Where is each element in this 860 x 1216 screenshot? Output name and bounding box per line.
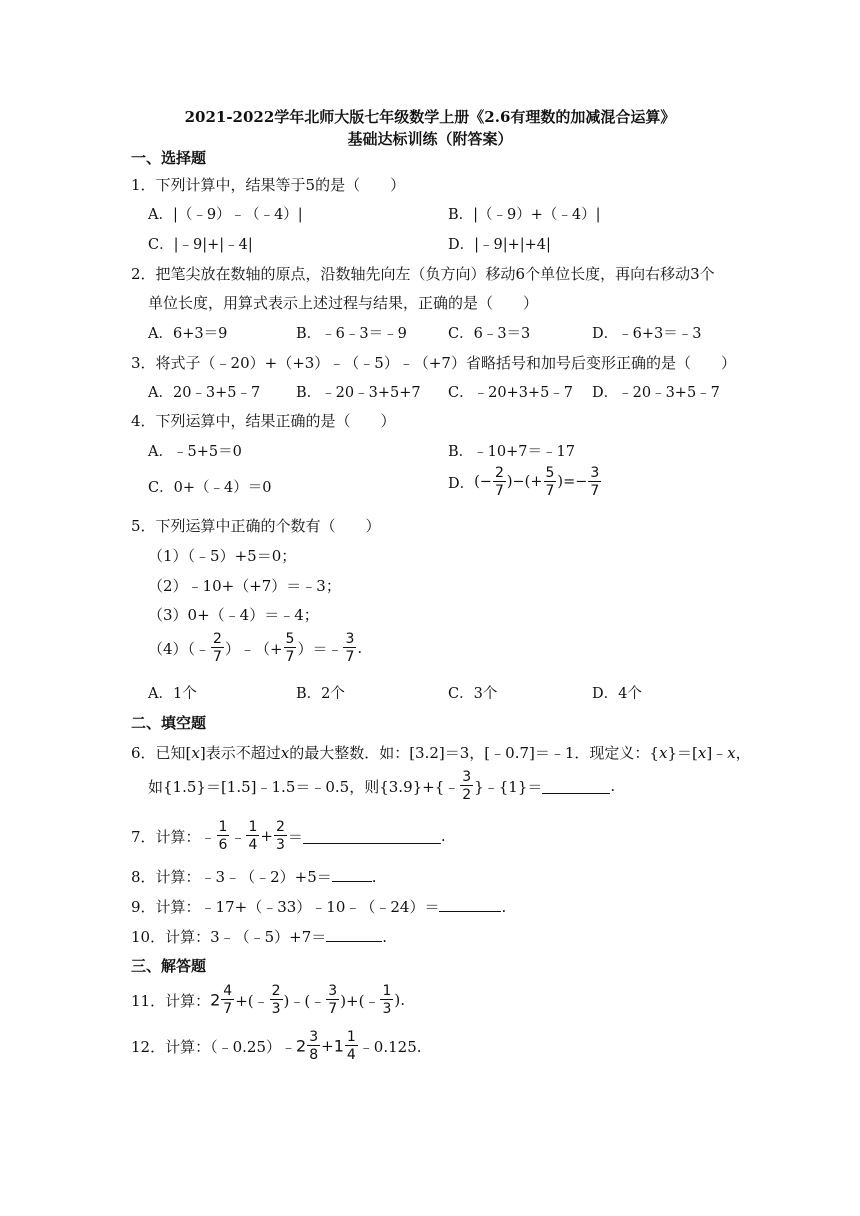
question-5-stem: 5．下列运算中正确的个数有（ ） (131, 517, 381, 535)
page-title: 2021-2022学年北师大版七年级数学上册《2.6有理数的加减混合运算》 (184, 108, 676, 126)
fraction: $\frac{2}{7}$ (494, 465, 504, 499)
question-5-option-a: A．1个 (148, 686, 197, 702)
question-3-option-d: D．﹣20﹣3+5﹣7 (592, 385, 720, 401)
option-d-label: D． (448, 475, 475, 492)
question-2-stem-line1: 2．把笔尖放在数轴的原点，沿数轴先向左（负方向）移动6个单位长度，再向右移动3个 (131, 265, 715, 283)
question-10: 10．计算：3﹣（﹣5）+7＝ . (131, 928, 388, 946)
question-3-stem: 3．将式子（﹣20）+（+3）﹣（﹣5）﹣（+7）省略括号和加号后变形正确的是（ ） (131, 354, 736, 372)
question-4-option-a: A．﹣5+5＝0 (148, 444, 242, 460)
section-heading-solve: 三、解答题 (131, 957, 207, 975)
question-5-option-c: C．3个 (448, 686, 498, 702)
fraction: $\frac{3}{7}$ (590, 465, 600, 499)
section-heading-choice: 一、选择题 (131, 149, 207, 167)
question-6-line1: 6．已知[x]表示不超过x的最大整数．如：[3.2]＝3，[﹣0.7]＝﹣1．现定义：{x}＝[x]﹣x， (131, 744, 751, 762)
answer-blank[interactable] (326, 927, 382, 942)
answer-blank[interactable] (332, 867, 372, 882)
fraction: $\frac{2}{3}$ (271, 983, 281, 1017)
answer-blank[interactable] (303, 829, 441, 844)
question-5-statement-4: （4）（﹣ $\frac{2}{7}$ ）﹣（+ $\frac{5}{7}$ ）＝﹣ $\frac{3}{7}$ . (148, 631, 363, 665)
fraction: $\frac{4}{7}$ (223, 983, 233, 1017)
question-4-option-c: C．0+（﹣4）＝0 (148, 480, 272, 496)
question-1-option-b: B．|（﹣9）+（﹣4）| (448, 207, 601, 223)
answer-blank[interactable] (439, 897, 501, 912)
question-2-stem-line2: 单位长度，用算式表示上述过程与结果，正确的是（ ） (148, 294, 539, 312)
question-2-option-b: B．﹣6﹣3＝﹣9 (296, 326, 407, 342)
question-5-option-b: B．2个 (296, 686, 345, 702)
question-3-option-a: A．20﹣3+5﹣7 (148, 385, 261, 401)
question-9: 9．计算：﹣17+（﹣33）﹣10﹣（﹣24）＝ . (131, 898, 507, 916)
question-1-option-a: A．|（﹣9）﹣（﹣4）| (148, 207, 303, 223)
question-4-option-b: B．﹣10+7＝﹣17 (448, 444, 575, 460)
question-1-stem: 1．下列计算中，结果等于5的是（ ） (131, 176, 406, 194)
fraction: $\frac{1}{4}$ (346, 1029, 356, 1063)
question-4-option-d: D．(− $\frac{2}{7}$ )−(+ $\frac{5}{7}$ )=− $\frac{3}{7}$ (448, 465, 600, 499)
paren-open: (− (474, 474, 492, 490)
section-heading-fill: 二、填空题 (131, 714, 207, 732)
fraction: $\frac{3}{2}$ (462, 769, 472, 803)
fraction: $\frac{1}{6}$ (218, 819, 228, 853)
question-5-statement-1: （1）（﹣5）+5＝0； (148, 547, 297, 565)
page-subtitle: 基础达标训练（附答案） (347, 130, 513, 148)
question-12: 12．计算：（﹣0.25）﹣2 $\frac{3}{8}$ +1 $\frac{1}{4}$ ﹣0.125. (131, 1029, 422, 1063)
fraction: $\frac{3}{7}$ (345, 631, 355, 665)
fraction: $\frac{5}{7}$ (285, 631, 295, 665)
fraction: $\frac{5}{7}$ (545, 465, 555, 499)
question-1-option-d: D．|﹣9|+|+4| (448, 237, 551, 253)
fraction: $\frac{1}{4}$ (248, 819, 258, 853)
question-3-option-c: C．﹣20+3+5﹣7 (448, 385, 574, 401)
question-4-stem: 4．下列运算中，结果正确的是（ ） (131, 412, 396, 430)
fraction: $\frac{3}{7}$ (328, 983, 338, 1017)
question-2-option-a: A．6+3＝9 (148, 326, 228, 342)
question-5-statement-3: （3）0+（﹣4）＝﹣4； (148, 606, 319, 624)
answer-blank[interactable] (542, 779, 610, 794)
question-2-option-d: D．﹣6+3＝﹣3 (592, 326, 702, 342)
question-7: 7．计算：﹣ $\frac{1}{6}$ ﹣ $\frac{1}{4}$ + $\frac{2}{3}$ ＝ . (131, 819, 446, 853)
question-8: 8．计算：﹣3﹣（﹣2）+5＝ . (131, 868, 377, 886)
question-6-line2: 如{1.5}＝[1.5]﹣1.5＝﹣0.5，则{3.9}+{﹣ $\frac{3}{2}$ }﹣{1}＝ . (148, 769, 616, 803)
fraction: $\frac{2}{3}$ (275, 819, 285, 853)
question-3-option-b: B．﹣20﹣3+5+7 (296, 385, 421, 401)
question-5-statement-2: （2）﹣10+（+7）＝﹣3； (148, 577, 341, 595)
question-11: 11．计算：2 $\frac{4}{7}$ +(﹣ $\frac{2}{3}$ )﹣(﹣ $\frac{3}{7}$ )+(﹣ $\frac{1}{3}$ ). (131, 983, 406, 1017)
fraction: $\frac{2}{7}$ (213, 631, 222, 665)
question-1-option-c: C．|﹣9|+|﹣4| (148, 237, 253, 253)
fraction: $\frac{3}{8}$ (309, 1029, 319, 1063)
question-5-option-d: D．4个 (592, 686, 642, 702)
question-2-option-c: C．6﹣3＝3 (448, 326, 531, 342)
fraction: $\frac{1}{3}$ (382, 983, 392, 1017)
